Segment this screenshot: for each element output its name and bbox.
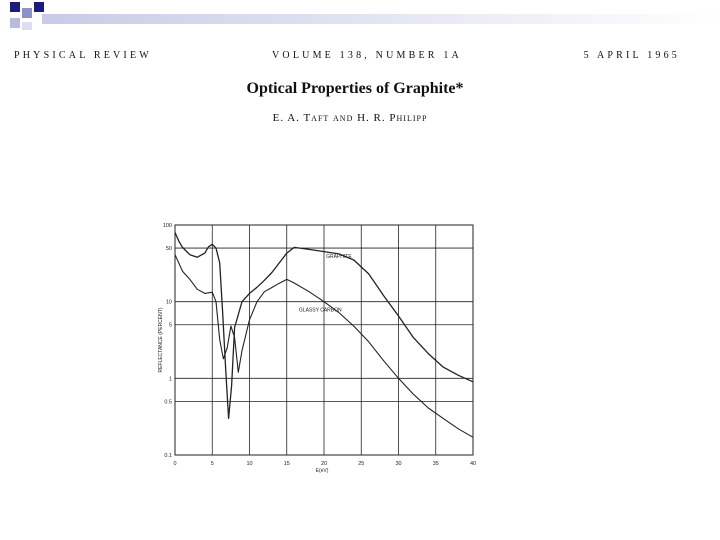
y-tick-label: 1 [168, 376, 172, 383]
decoration-gradient-bar [42, 14, 720, 24]
x-tick-label: 5 [210, 461, 214, 467]
x-tick-label: 30 [395, 461, 402, 467]
x-tick-label: 10 [246, 461, 253, 467]
x-tick-label: 20 [320, 461, 328, 467]
slide-decoration-band [0, 0, 720, 30]
x-tick-label: 15 [283, 461, 290, 467]
decoration-square [34, 2, 44, 12]
y-tick-label: 5 [168, 322, 172, 329]
journal-header [14, 50, 680, 64]
publication-date: 5 APRIL 1965 [583, 50, 680, 61]
x-tick-label: 0 [173, 461, 177, 467]
y-tick-label: 100 [162, 223, 172, 229]
y-tick-label: 0.1 [164, 453, 172, 459]
volume-number: VOLUME 138, NUMBER 1A [272, 50, 462, 61]
paper-title: Optical Properties of Graphite* [246, 80, 464, 97]
x-axis-label: E(eV) [315, 468, 329, 474]
decoration-square [22, 22, 32, 30]
x-tick-label: 25 [358, 461, 365, 467]
y-tick-label: 10 [165, 299, 172, 306]
x-tick-label: 35 [432, 461, 439, 467]
y-tick-label: 50 [165, 246, 172, 253]
y-axis-label: REFLECTANCE (PERCENT) [158, 307, 164, 373]
journal-name: PHYSICAL REVIEW [14, 50, 152, 61]
annotation-glassy-carbon: GLASSY CARBON [298, 307, 342, 314]
annotation-graphite: GRAPHITE [326, 254, 352, 261]
decoration-square [10, 18, 20, 28]
decoration-square [10, 2, 20, 12]
x-tick-label: 40 [469, 461, 477, 467]
decoration-square [22, 8, 32, 18]
reflectance-chart [150, 215, 490, 475]
y-tick-label: 0.5 [164, 399, 172, 406]
paper-authors: E. A. Taft and H. R. Philipp [272, 112, 428, 124]
